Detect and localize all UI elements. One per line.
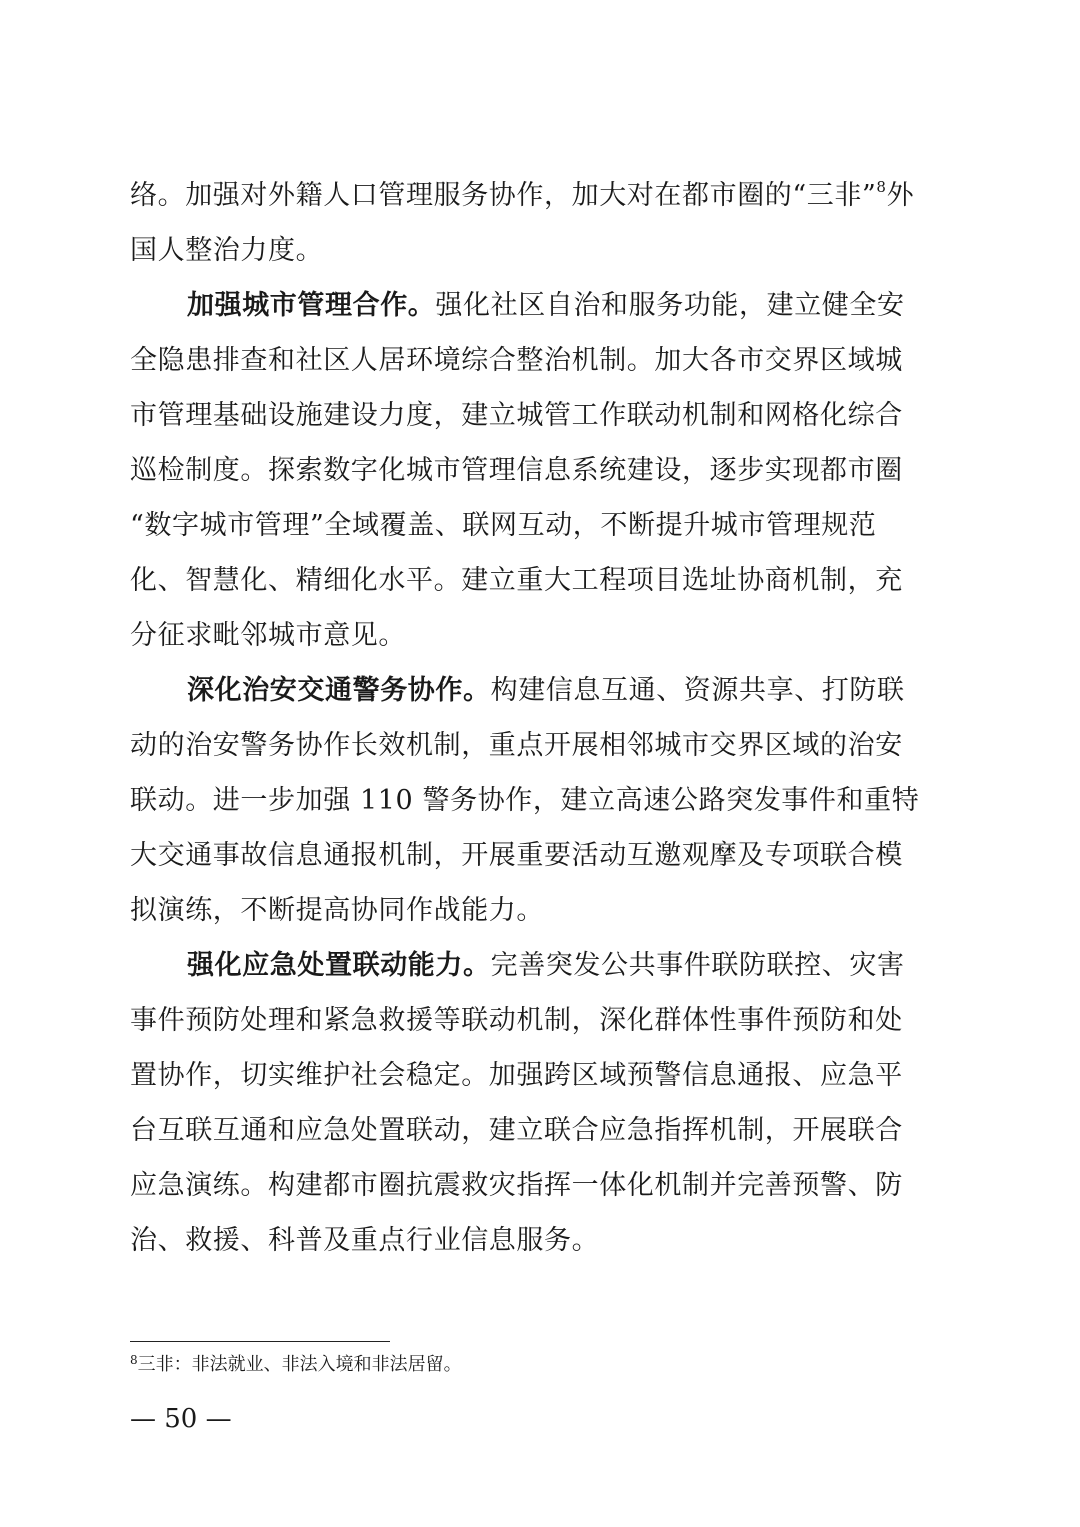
text-run: 完善突发公共事件联防联控、灾害 [490, 950, 905, 981]
text-run: 络。加强对外籍人口管理服务协作，加大对在都市圈的“三非” [130, 180, 877, 211]
paragraph-line: 事件预防处理和紧急救援等联动机制，深化群体性事件预防和处 [130, 1005, 903, 1036]
paragraph-line: 拟演练，不断提高协同作战能力。 [130, 895, 544, 926]
paragraph-line [130, 168, 952, 223]
text-run: 构建信息互通、资源共享、打防联 [490, 675, 905, 706]
paragraph-first-line [130, 278, 952, 333]
paragraph-line: 置协作，切实维护社会稳定。加强跨区域预警信息通报、应急平 [130, 1060, 903, 1091]
paragraph-line: 全隐患排查和社区人居环境综合整治机制。加大各市交界区域城 [130, 345, 903, 376]
paragraph-line: 国人整治力度。 [130, 235, 324, 266]
section-heading: 强化应急处置联动能力。 [187, 950, 491, 981]
document-body [130, 168, 952, 1268]
paragraph-line: 分征求毗邻城市意见。 [130, 620, 406, 651]
text-run: 强化社区自治和服务功能，建立健全安 [435, 290, 905, 321]
footnote-reference[interactable]: 8 [876, 178, 887, 196]
paragraph-line: 治、救援、科普及重点行业信息服务。 [130, 1225, 600, 1256]
paragraph-line: 台互联互通和应急处置联动，建立联合应急指挥机制，开展联合 [130, 1115, 903, 1146]
paragraph-line: 化、智慧化、精细化水平。建立重大工程项目选址协商机制，充 [130, 565, 903, 596]
section-heading: 深化治安交通警务协作。 [187, 675, 491, 706]
footnote-divider [130, 1341, 390, 1342]
footnote-marker: 8 [130, 1353, 138, 1367]
paragraph-first-line [130, 663, 952, 718]
section-heading: 加强城市管理合作。 [187, 290, 436, 321]
paragraph-line: 联动。进一步加强 110 警务协作，建立高速公路突发事件和重特 [130, 785, 920, 816]
paragraph-line: 动的治安警务协作长效机制，重点开展相邻城市交界区域的治安 [130, 730, 903, 761]
footnote-text: 三非：非法就业、非法入境和非法居留。 [137, 1354, 462, 1375]
paragraph-line: 应急演练。构建都市圈抗震救灾指挥一体化机制并完善预警、防 [130, 1170, 903, 1201]
paragraph-line: “数字城市管理”全域覆盖、联网互动，不断提升城市管理规范 [130, 510, 877, 541]
paragraph-first-line [130, 938, 952, 993]
footnote [130, 1352, 462, 1378]
page-number: — 50 — [130, 1404, 232, 1434]
paragraph-line: 巡检制度。探索数字化城市管理信息系统建设，逐步实现都市圈 [130, 455, 903, 486]
paragraph-line: 大交通事故信息通报机制，开展重要活动互邀观摩及专项联合模 [130, 840, 903, 871]
paragraph-line: 市管理基础设施建设力度，建立城管工作联动机制和网格化综合 [130, 400, 903, 431]
text-run: 外 [886, 180, 915, 211]
